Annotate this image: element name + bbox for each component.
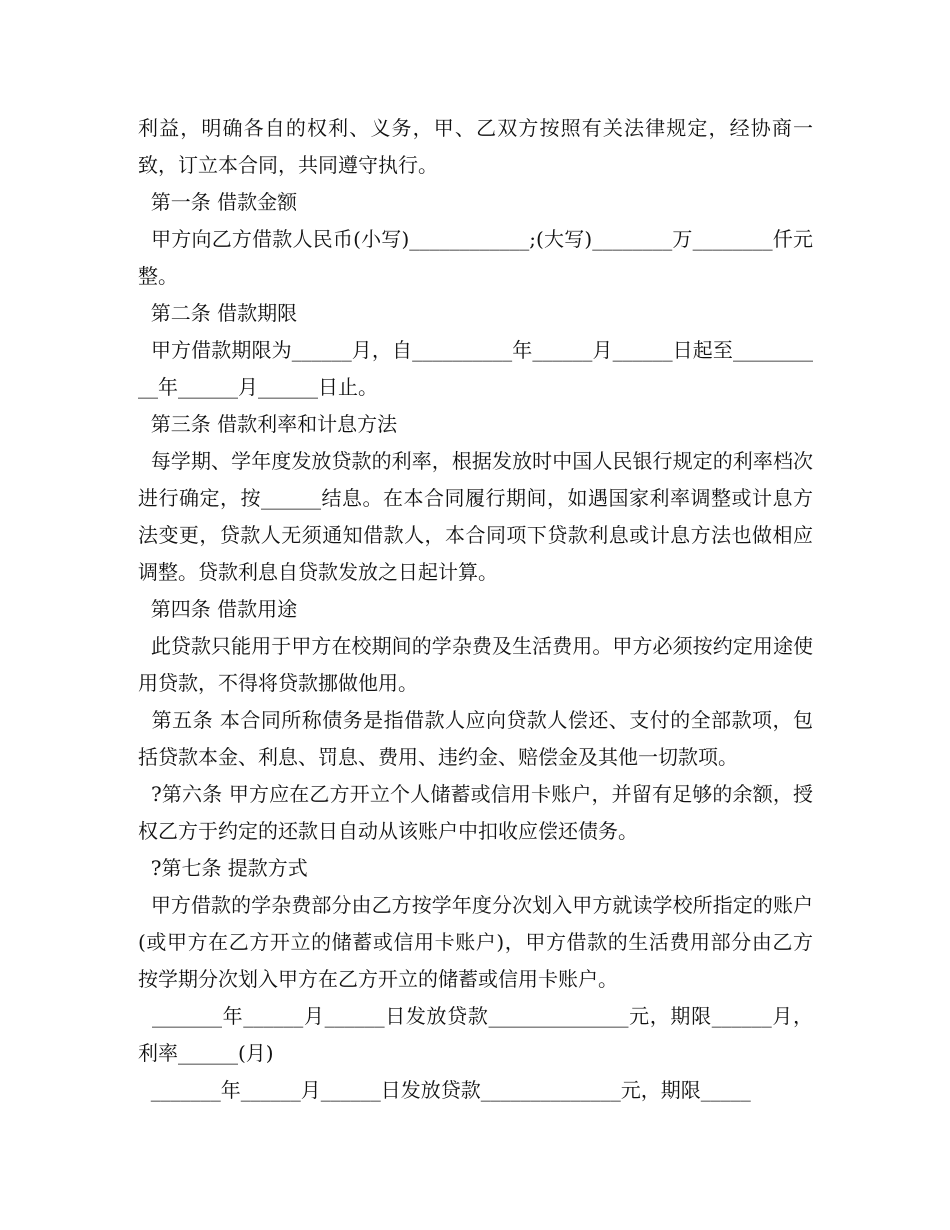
paragraph-interest-rate: 每学期、学年度发放贷款的利率，根据发放时中国人民银行规定的利率档次进行确定，按______结息。在本合同履行期间，如遇国家利率调整或计息方法变更，贷款人无须通知借款人，本合同项下贷款利息或计息方法也做相应调整。贷款利息自贷款发放之日起计算。 <box>138 449 814 584</box>
paragraph-loan-amount: 甲方向乙方借款人民币(小写)____________;(大写)________万________仟元整。 <box>138 227 813 288</box>
document-body <box>138 110 813 1109</box>
heading-article-3: 第三条 借款利率和计息方法 <box>138 412 398 436</box>
heading-article-1: 第一条 借款金额 <box>138 190 298 214</box>
heading-article-2: 第二条 借款期限 <box>138 301 298 325</box>
heading-article-7: ?第七条 提款方式 <box>138 856 308 880</box>
paragraph-article-5-debt: 第五条 本合同所称债务是指借款人应向贷款人偿还、支付的全部款项，包括贷款本金、利息、罚息、费用、违约金、赔偿金及其他一切款项。 <box>138 708 813 769</box>
heading-article-4: 第四条 借款用途 <box>138 597 298 621</box>
paragraph-disbursement-line-2: _______年______月______日发放贷款______________元，期限_____ <box>138 1078 751 1102</box>
paragraph-article-6-account: ?第六条 甲方应在乙方开立个人储蓄或信用卡账户，并留有足够的余额，授权乙方于约定的还款日自动从该账户中扣收应偿还债务。 <box>138 782 813 843</box>
paragraph-disbursement-line-1: _______年______月______日发放贷款______________元，期限______月，利率______(月) <box>138 1004 814 1065</box>
paragraph-loan-purpose: 此贷款只能用于甲方在校期间的学杂费及生活费用。甲方必须按约定用途使用贷款，不得将贷款挪做他用。 <box>138 634 814 695</box>
paragraph-withdrawal-method: 甲方借款的学杂费部分由乙方按学年度分次划入甲方就读学校所指定的账户(或甲方在乙方开立的储蓄或信用卡账户)，甲方借款的生活费用部分由乙方按学期分次划入甲方在乙方开立的储蓄或信用卡账户。 <box>138 893 814 991</box>
paragraph-intro-continuation: 利益，明确各自的权利、义务，甲、乙双方按照有关法律规定，经协商一致，订立本合同，共同遵守执行。 <box>138 116 813 177</box>
paragraph-loan-term: 甲方借款期限为______月，自__________年______月______日起至__________年______月______日止。 <box>138 338 814 399</box>
